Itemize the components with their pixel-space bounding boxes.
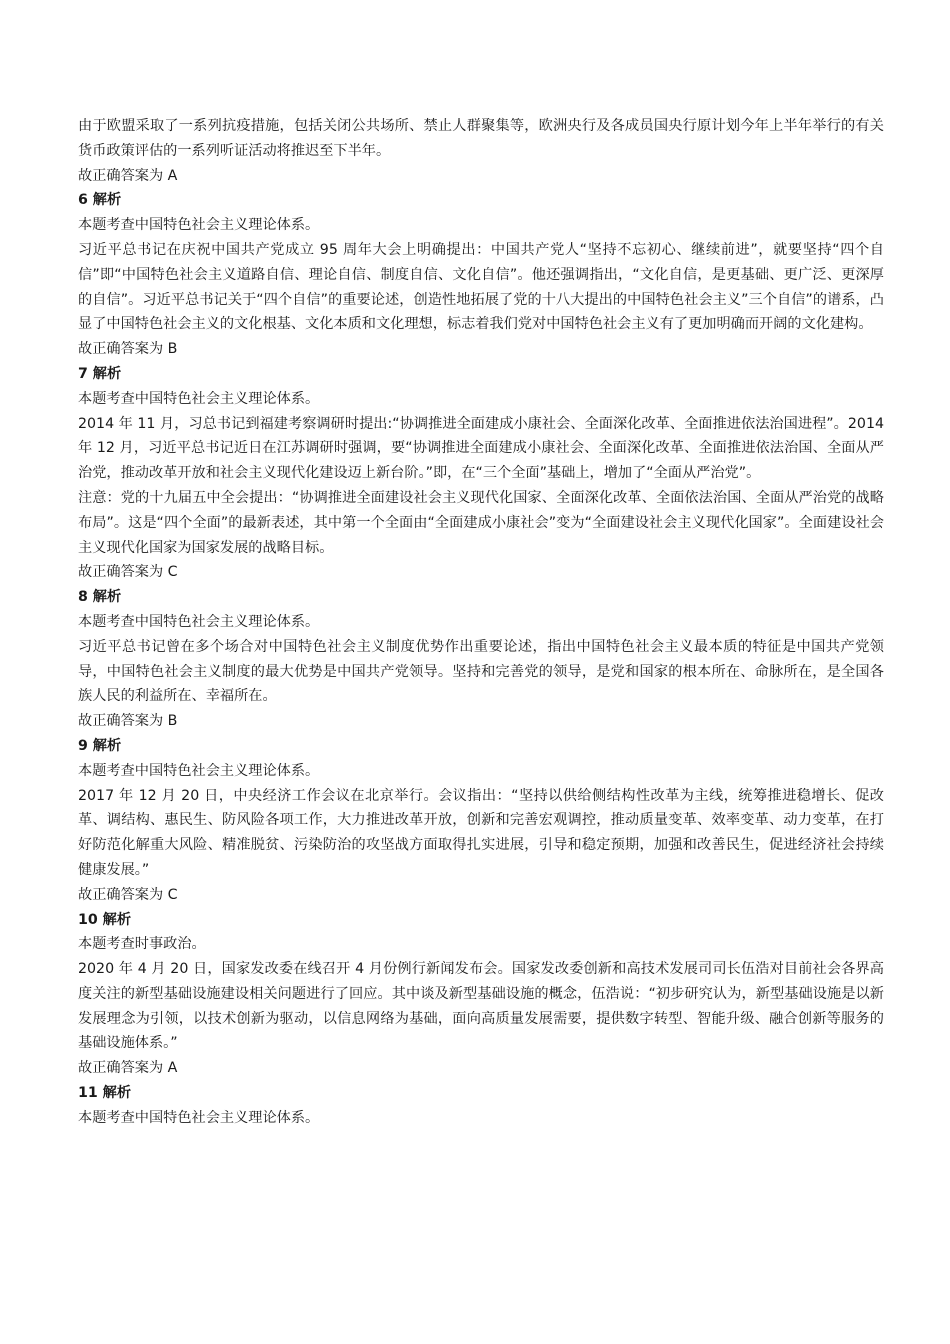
section-topic-9: 本题考查中国特色社会主义理论体系。	[78, 762, 320, 779]
section-answer-9: 故正确答案为 C	[78, 886, 178, 903]
intro-paragraph: 由于欧盟采取了一系列抗疫措施，包括关闭公共场所、禁止人群聚集等，欧洲央行及各成员国央行原计划今年上半年举行的有关货币政策评估的一系列听证活动将推迟至下半年。	[78, 118, 884, 159]
section-topic-6: 本题考查中国特色社会主义理论体系。	[78, 217, 320, 234]
intro-answer: 故正确答案为 A	[78, 167, 178, 184]
section-paragraph-9-1: 2017 年 12 月 20 日，中央经济工作会议在北京举行。会议指出：“坚持以供给侧结构性改革为主线，统筹推进稳增长、促改革、调结构、惠民生、防风险各项工作，大力推进改革开放，创新和完善宏观调控，推动质量变革、效率变革、动力变革，在打好防范化解重大风险、精准脱贫、污染防治的攻坚战方面取得扎实进展，引导和稳定预期，加强和改善民生，促进经济社会持续健康发展。”	[78, 787, 884, 878]
section-heading-9: 9 解析	[78, 737, 122, 754]
section-topic-8: 本题考查中国特色社会主义理论体系。	[78, 613, 320, 630]
section-answer-8: 故正确答案为 B	[78, 713, 178, 730]
section-heading-7: 7 解析	[78, 365, 122, 382]
section-heading-10: 10 解析	[78, 911, 132, 928]
section-heading-11: 11 解析	[78, 1085, 132, 1102]
section-topic-7: 本题考查中国特色社会主义理论体系。	[78, 390, 320, 407]
section-paragraph-10-1: 2020 年 4 月 20 日，国家发改委在线召开 4 月份例行新闻发布会。国家发改委创新和高技术发展司司长伍浩对目前社会各界高度关注的新型基础设施建设相关问题进行了回应。其中谈及新型基础设施的概念，伍浩说：“初步研究认为，新型基础设施是以新发展理念为引领，以技术创新为驱动，以信息网络为基础，面向高质量发展需要，提供数字转型、智能升级、融合创新等服务的基础设施体系。”	[78, 961, 884, 1052]
document-page	[78, 114, 884, 1131]
section-paragraph-6-1: 习近平总书记在庆祝中国共产党成立 95 周年大会上明确提出：中国共产党人“坚持不忘初心、继续前进”，就要坚持“四个自信”即“中国特色社会主义道路自信、理论自信、制度自信、文化自信”。他还强调指出，“文化自信，是更基础、更广泛、更深厚的自信”。习近平总书记关于“四个自信”的重要论述，创造性地拓展了党的十八大提出的中国特色社会主义”三个自信”的谱系，凸显了中国特色社会主义的文化根基、文化本质和文化理想，标志着我们党对中国特色社会主义有了更加明确而开阔的文化建构。	[78, 241, 884, 333]
section-heading-8: 8 解析	[78, 589, 122, 606]
section-answer-7: 故正确答案为 C	[78, 564, 178, 581]
section-heading-6: 6 解析	[78, 192, 122, 209]
section-paragraph-8-1: 习近平总书记曾在多个场合对中国特色社会主义制度优势作出重要论述，指出中国特色社会主义最本质的特征是中国共产党领导，中国特色社会主义制度的最大优势是中国共产党领导。坚持和完善党的领导，是党和国家的根本所在、命脉所在，是全国各族人民的利益所在、幸福所在。	[78, 638, 884, 705]
section-answer-6: 故正确答案为 B	[78, 341, 178, 358]
section-topic-10: 本题考查时事政治。	[78, 936, 206, 953]
section-paragraph-7-2: 注意：党的十九届五中全会提出：“协调推进全面建设社会主义现代化国家、全面深化改革、全面依法治国、全面从严治党的战略布局”。这是“四个全面”的最新表述，其中第一个全面由“全面建成小康社会”变为“全面建设社会主义现代化国家”。全面建设社会主义现代化国家为国家发展的战略目标。	[78, 489, 884, 556]
section-topic-11: 本题考查中国特色社会主义理论体系。	[78, 1109, 320, 1126]
section-paragraph-7-1: 2014 年 11 月，习总书记到福建考察调研时提出:“协调推进全面建成小康社会、全面深化改革、全面推进依法治国进程”。2014 年 12 月，习近平总书记近日在江苏调研时强调，要“协调推进全面建成小康社会、全面深化改革、全面推进依法治国、全面从严治党，推动改革开放和社会主义现代化建设迈上新台阶。”即，在“三个全面”基础上，增加了“全面从严治党”。	[78, 415, 884, 482]
section-answer-10: 故正确答案为 A	[78, 1060, 178, 1077]
